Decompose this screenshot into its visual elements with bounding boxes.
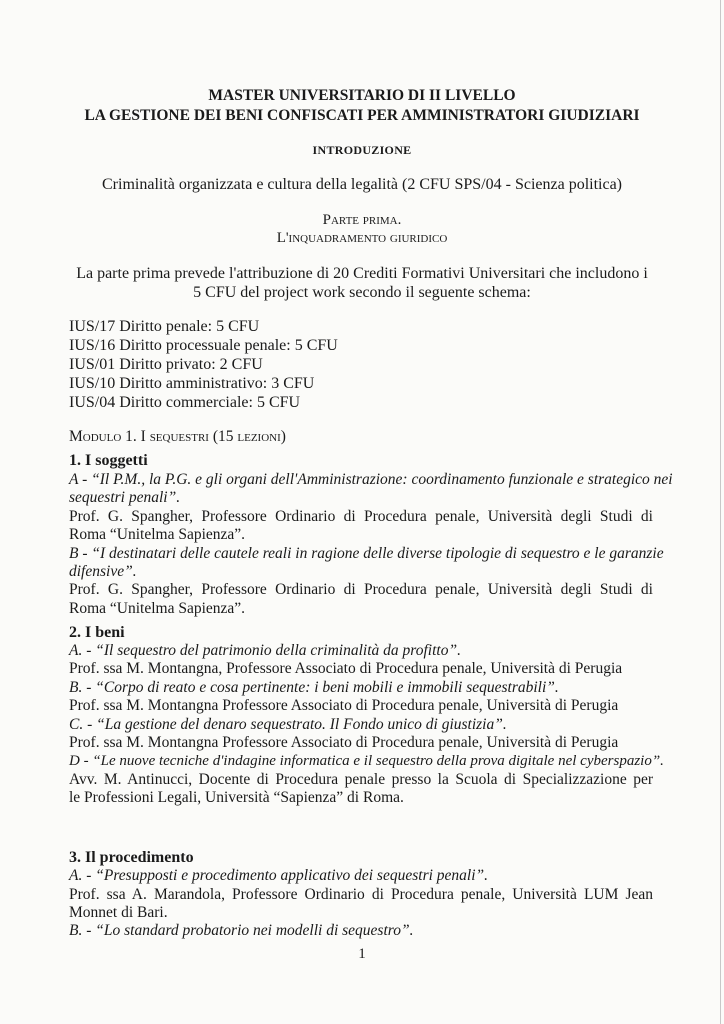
lecturer-cont: Monnet di Bari. <box>69 904 168 921</box>
lecturer: Avv. M. Antinucci, Docente di Procedura penale presso la Scuola di Specializzazione per <box>69 771 653 788</box>
cfu-item: IUS/17 Diritto penale: 5 CFU <box>69 318 260 335</box>
lesson-title: D - “Le nuove tecniche d'indagine informatica e il sequestro della prova digitale nel cyberspazio”. <box>69 753 664 769</box>
lesson-title: A - “Il P.M., la P.G. e gli organi dell'Amministrazione: coordinamento funzionale e strategico nei <box>69 471 673 488</box>
intro-heading: INTRODUZIONE <box>312 143 412 157</box>
parte-prima-desc-2: 5 CFU del project work secondo il seguente schema: <box>193 284 531 301</box>
lesson-title-cont: sequestri penali”. <box>69 489 181 506</box>
lesson-title: B. - “Corpo di reato e cosa pertinente: i beni mobili e immobili sequestrabili”. <box>69 679 559 696</box>
lecturer: Prof. ssa M. Montangna Professore Associato di Procedura penale, Università di Perugia <box>69 734 619 751</box>
lesson-title: A. - “Presupposti e procedimento applicativo dei sequestri penali”. <box>69 867 489 884</box>
title-line-2: LA GESTIONE DEI BENI CONFISCATI PER AMMINISTRATORI GIUDIZIARI <box>84 107 640 124</box>
modulo-heading: Modulo 1. I sequestri (15 lezioni) <box>69 428 286 445</box>
section-heading: 2. I beni <box>69 624 125 641</box>
title-line-1: MASTER UNIVERSITARIO DI II LIVELLO <box>208 87 516 104</box>
parte-prima-desc-1: La parte prima prevede l'attribuzione di 20 Crediti Formativi Universitari che includono i <box>76 265 648 282</box>
lecturer-cont: le Professioni Legali, Università “Sapienza” di Roma. <box>69 789 404 806</box>
lecturer-cont: Roma “Unitelma Sapienza”. <box>69 526 246 543</box>
lesson-title: B - “I destinatari delle cautele reali in ragione delle diverse tipologie di sequestro e le garanzie <box>69 545 664 562</box>
parte-prima-subheading: L'inquadramento giuridico <box>276 230 448 246</box>
cfu-item: IUS/16 Diritto processuale penale: 5 CFU <box>69 337 338 354</box>
section-heading: 1. I soggetti <box>69 452 148 469</box>
cfu-item: IUS/01 Diritto privato: 2 CFU <box>69 356 263 373</box>
lecturer: Prof. G. Spangher, Professore Ordinario di Procedura penale, Università degli Studi di <box>69 581 653 598</box>
page-number: 1 <box>358 946 366 962</box>
lesson-title: A. - “Il sequestro del patrimonio della criminalità da profitto”. <box>69 642 461 659</box>
section-heading: 3. Il procedimento <box>69 849 194 866</box>
lecturer: Prof. G. Spangher, Professore Ordinario di Procedura penale, Università degli Studi di <box>69 508 653 525</box>
intro-course: Criminalità organizzata e cultura della legalità (2 CFU SPS/04 - Scienza politica) <box>102 176 622 193</box>
lesson-title: C. - “La gestione del denaro sequestrato. Il Fondo unico di giustizia”. <box>69 716 507 733</box>
lecturer: Prof. ssa A. Marandola, Professore Ordinario di Procedura penale, Università LUM Jean <box>69 886 653 903</box>
parte-prima-heading: Parte prima. <box>322 212 402 228</box>
lesson-title: B. - “Lo standard probatorio nei modelli di sequestro”. <box>69 922 414 939</box>
lecturer-cont: Roma “Unitelma Sapienza”. <box>69 600 246 617</box>
lesson-title-cont: difensive”. <box>69 563 137 580</box>
lecturer: Prof. ssa M. Montangna, Professore Associato di Procedura penale, Università di Perugia <box>69 660 623 677</box>
cfu-item: IUS/04 Diritto commerciale: 5 CFU <box>69 394 301 411</box>
lecturer: Prof. ssa M. Montangna Professore Associato di Procedura penale, Università di Perugia <box>69 697 619 714</box>
cfu-item: IUS/10 Diritto amministrativo: 3 CFU <box>69 375 315 392</box>
